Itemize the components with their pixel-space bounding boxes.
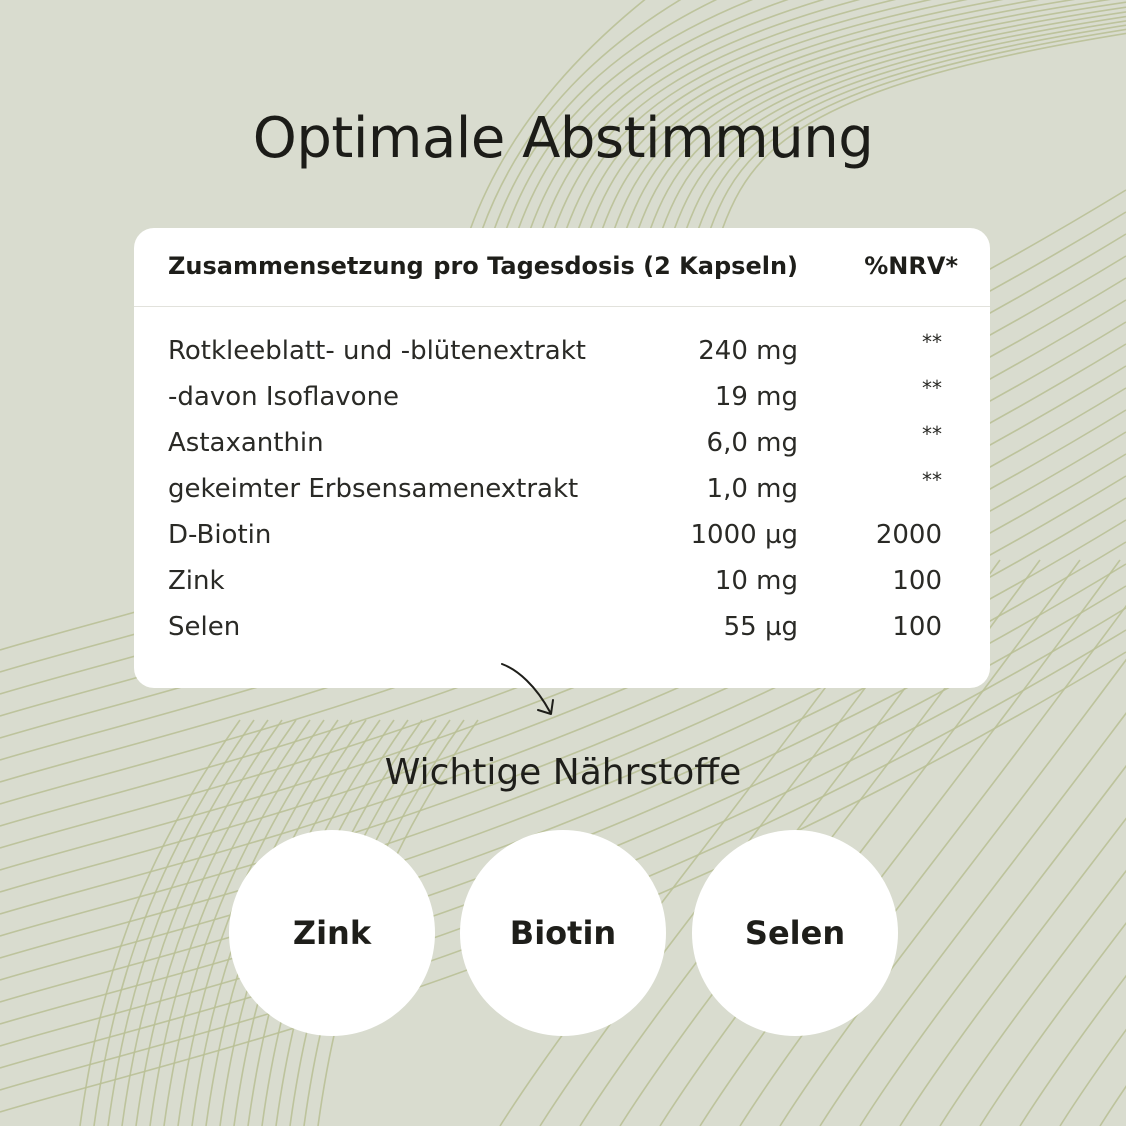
header-daily-dose: pro Tagesdosis (2 Kapseln) xyxy=(433,252,798,280)
nutrient-label: Biotin xyxy=(509,914,617,952)
ingredient-nrv: 100 xyxy=(892,612,942,642)
ingredient-dose: 10 mg xyxy=(714,566,798,596)
nutrition-table-card xyxy=(134,228,990,688)
table-row xyxy=(134,330,990,376)
section-subtitle: Wichtige Nährstoffe xyxy=(384,752,742,793)
ingredient-dose: 1000 µg xyxy=(690,520,798,550)
ingredient-name: Astaxanthin xyxy=(168,428,324,458)
ingredient-dose: 240 mg xyxy=(698,336,798,366)
ingredient-name: -davon Isoflavone xyxy=(168,382,400,412)
ingredient-name: gekeimter Erbsensamenextrakt xyxy=(168,474,579,504)
table-row xyxy=(134,520,990,560)
table-row xyxy=(134,566,990,606)
header-composition: Zusammensetzung xyxy=(168,252,424,280)
ingredient-nrv: ** xyxy=(922,330,942,354)
nutrient-circle-selen xyxy=(692,830,898,1036)
table-row xyxy=(134,376,990,422)
table-header xyxy=(134,228,990,307)
ingredient-name: Selen xyxy=(168,612,241,642)
table-row xyxy=(134,612,990,652)
nutrient-label: Zink xyxy=(292,914,372,952)
ingredient-nrv: ** xyxy=(922,376,942,400)
ingredient-nrv: ** xyxy=(922,468,942,492)
nutrient-circle-zink xyxy=(229,830,435,1036)
ingredient-name: Rotkleeblatt- und -blütenextrakt xyxy=(168,336,586,366)
ingredient-dose: 1,0 mg xyxy=(706,474,798,504)
table-row xyxy=(134,422,990,468)
table-row xyxy=(134,468,990,514)
ingredient-name: Zink xyxy=(168,566,225,596)
ingredient-dose: 19 mg xyxy=(714,382,798,412)
ingredient-name: D-Biotin xyxy=(168,520,272,550)
ingredient-nrv: 100 xyxy=(892,566,942,596)
ingredient-dose: 55 µg xyxy=(723,612,798,642)
ingredient-dose: 6,0 mg xyxy=(706,428,798,458)
nutrient-circle-biotin xyxy=(460,830,666,1036)
ingredient-nrv: 2000 xyxy=(875,520,942,550)
nutrient-label: Selen xyxy=(744,914,846,952)
page-title: Optimale Abstimmung xyxy=(252,106,874,171)
ingredient-nrv: ** xyxy=(922,422,942,446)
header-nrv: %NRV* xyxy=(864,252,958,280)
curved-arrow-down-icon xyxy=(496,660,566,722)
